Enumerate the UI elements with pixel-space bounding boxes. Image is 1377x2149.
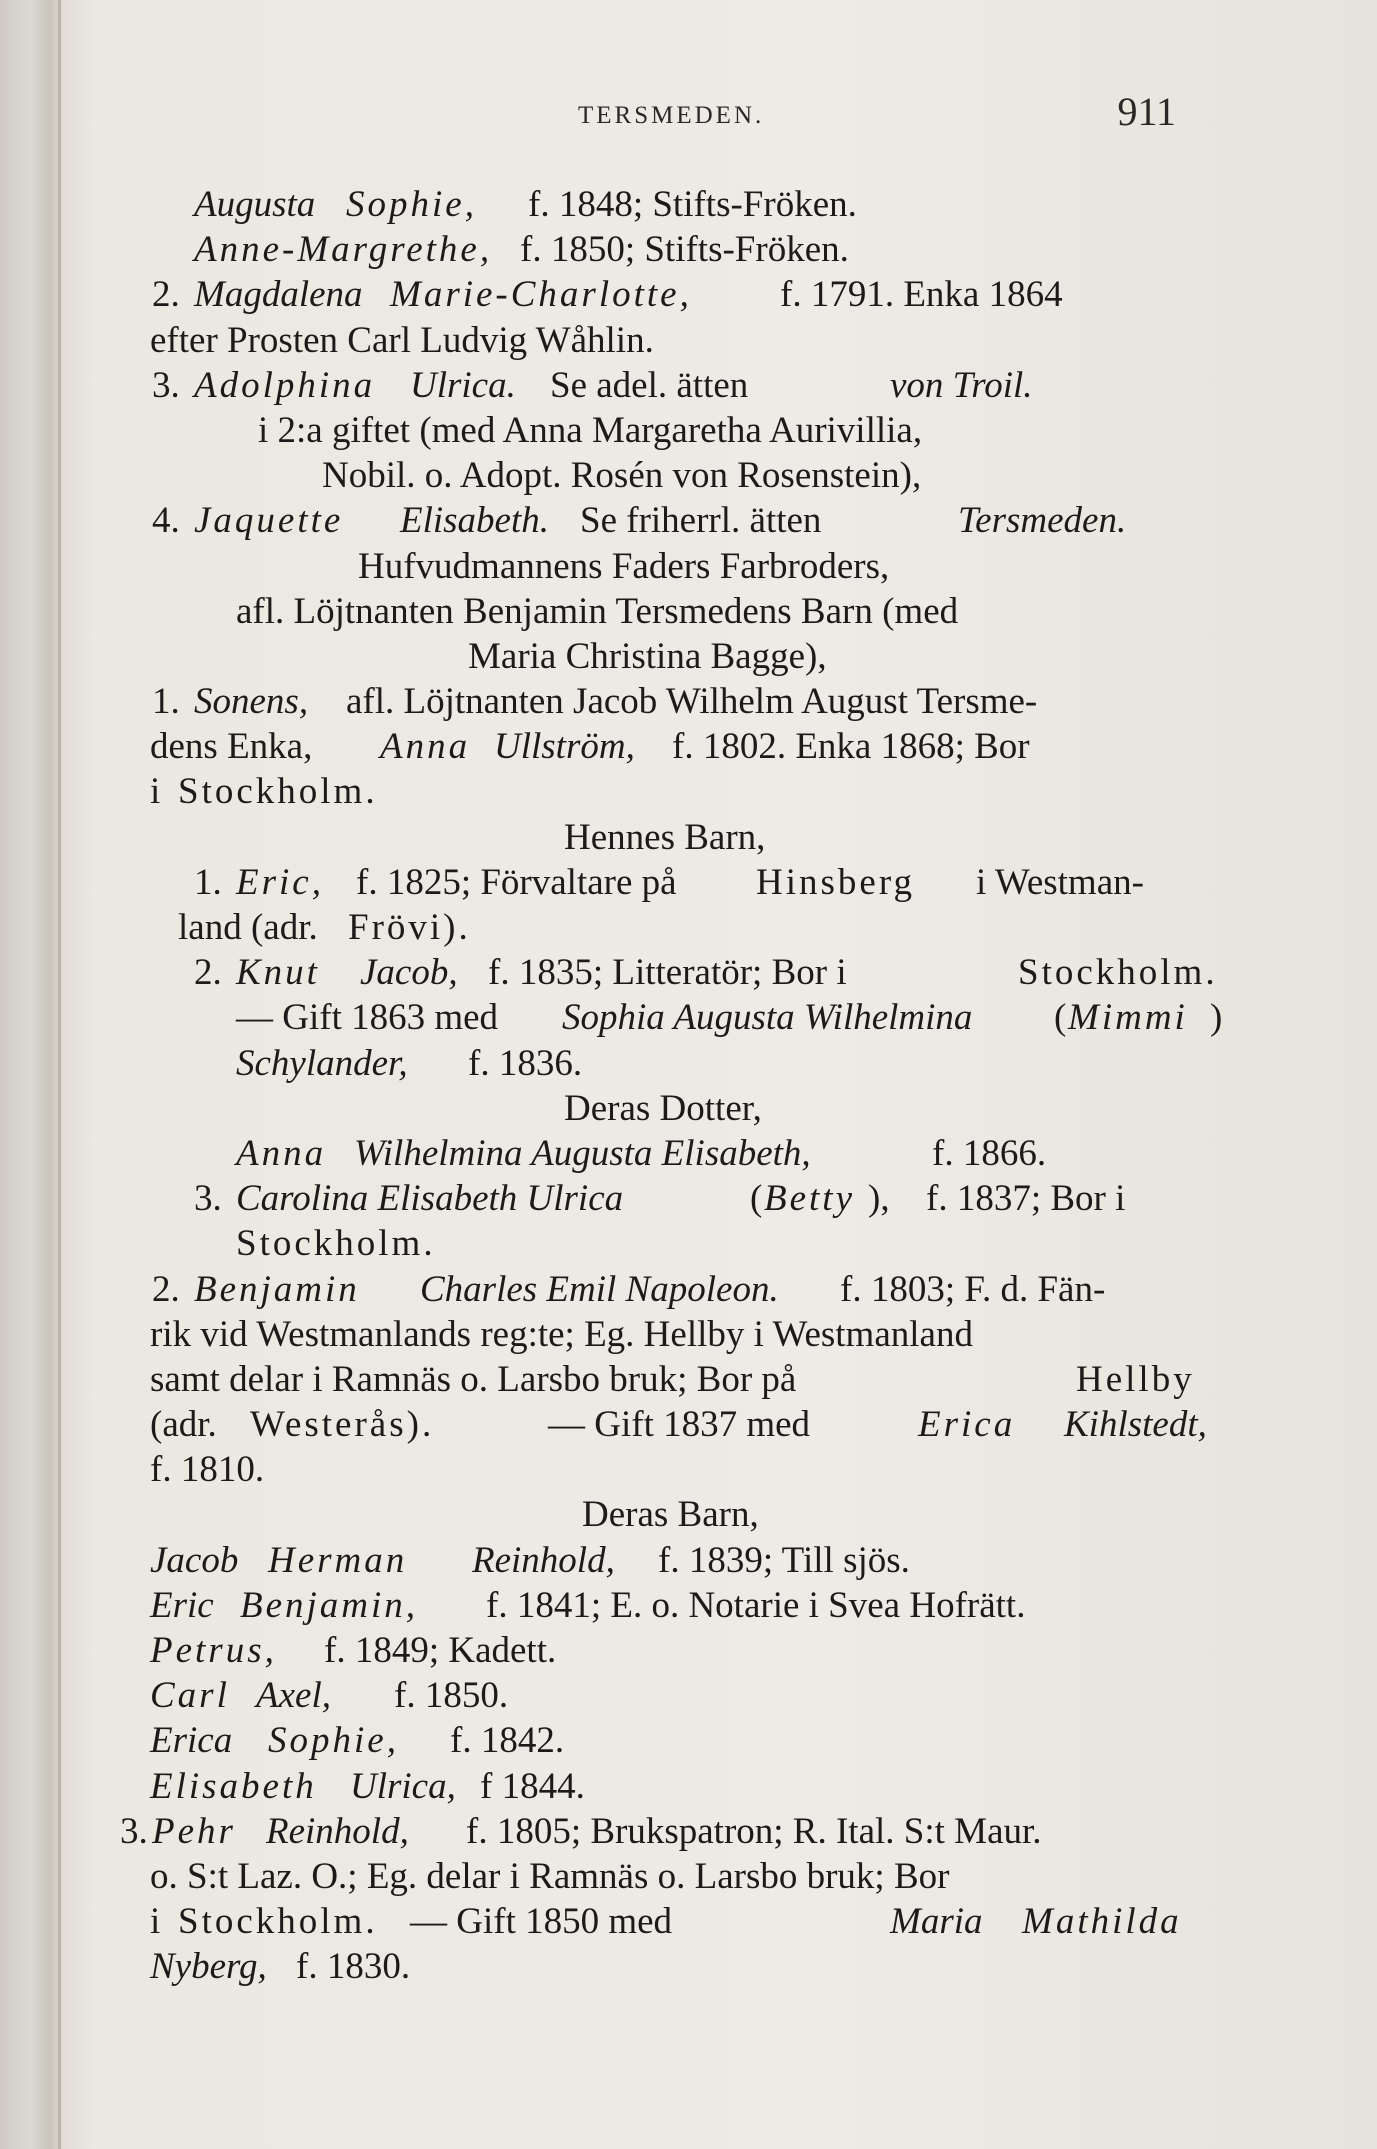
text-line: 2. Magdalena Marie-Charlotte, f. 1791. Enka 1864 <box>152 274 1063 316</box>
text-line: efter Prosten Carl Ludvig Wåhlin. <box>150 319 654 361</box>
text-line: Eric Benjamin, f. 1841; E. o. Notarie i Svea Hofrätt. <box>150 1584 1026 1626</box>
page-gutter <box>58 0 61 2149</box>
text-line: land (adr. Frövi). <box>178 907 471 948</box>
text-line: rik vid Westmanlands reg:te; Eg. Hellby i Westmanland <box>150 1313 973 1355</box>
text-line: dens Enka, Anna Ullström, f. 1802. Enka 1868; Bor <box>150 726 1030 768</box>
text-line: Erica Sophie, f. 1842. <box>150 1720 565 1762</box>
text-line: Elisabeth Ulrica, f 1844. <box>150 1765 585 1807</box>
text-line: Deras Dotter, <box>564 1087 762 1129</box>
text-line: i 2:a giftet (med Anna Margaretha Aurivillia, <box>258 409 923 451</box>
text-line: i Stockholm. <box>150 771 378 813</box>
text-line: 4. Jaquette Elisabeth. Se friherrl. ätten Tersmeden. <box>152 500 1127 542</box>
text-line: Hufvudmannens Faders Farbroders, <box>358 545 890 587</box>
text-line: i Stockholm. — Gift 1850 med Maria Mathilda <box>150 1901 1182 1943</box>
text-line: 1. Eric, f. 1825; Förvaltare på Hinsberg i Westman- <box>194 861 1144 903</box>
text-line: 3. Adolphina Ulrica. Se adel. ätten von Troil. <box>152 364 1033 406</box>
text-line: Anna Wilhelmina Augusta Elisabeth, f. 1866. <box>236 1132 1047 1174</box>
text-line: Jacob Herman Reinhold, f. 1839; Till sjös. <box>150 1539 910 1581</box>
text-line: 1. Sonens, afl. Löjtnanten Jacob Wilhelm August Tersme- <box>152 681 1038 723</box>
text-line: o. S:t Laz. O.; Eg. delar i Ramnäs o. Larsbo bruk; Bor <box>150 1855 950 1897</box>
text-line: Nyberg, f. 1830. <box>150 1946 411 1988</box>
text-line: Carl Axel, f. 1850. <box>150 1675 509 1717</box>
text-line: 2. Benjamin Charles Emil Napoleon. f. 1803; F. d. Fän- <box>152 1268 1106 1310</box>
text-line: samt delar i Ramnäs o. Larsbo bruk; Bor på Hellby <box>150 1358 1195 1400</box>
running-title: TERSMEDEN. <box>578 102 765 129</box>
text-line: Deras Barn, <box>582 1494 759 1536</box>
text-line: 2. Knut Jacob, f. 1835; Litteratör; Bor i Stockholm. <box>194 952 1218 994</box>
running-header <box>150 88 1230 138</box>
page-number: 911 <box>1117 89 1176 134</box>
text-line: — Gift 1863 med Sophia Augusta Wilhelmina ( Mimmi ) <box>236 997 1223 1039</box>
text-line: 3. Carolina Elisabeth Ulrica ( Betty ), f. 1837; Bor i <box>194 1178 1126 1220</box>
text-line: Maria Christina Bagge), <box>468 635 827 677</box>
text-line: Hennes Barn, <box>564 816 766 858</box>
text-line: Augusta Sophie, f. 1848; Stifts-Fröken. <box>194 184 857 225</box>
text-line: Anne-Margrethe, f. 1850; Stifts-Fröken. <box>194 229 849 271</box>
text-line: 3. Pehr Reinhold, f. 1805; Brukspatron; R. Ital. S:t Maur. <box>120 1810 1042 1852</box>
text-line: Nobil. o. Adopt. Rosén von Rosenstein), <box>322 455 922 497</box>
text-line: Petrus, f. 1849; Kadett. <box>150 1630 557 1671</box>
text-line: Stockholm. <box>236 1223 436 1265</box>
text-line: f. 1810. <box>150 1449 265 1491</box>
text-line: afl. Löjtnanten Benjamin Tersmedens Barn (med <box>236 590 959 632</box>
text-line: Schylander, f. 1836. <box>236 1042 583 1084</box>
text-line: (adr. Westerås). — Gift 1837 med Erica Kihlstedt, <box>150 1404 1207 1446</box>
genealogy-text <box>120 182 1230 1990</box>
